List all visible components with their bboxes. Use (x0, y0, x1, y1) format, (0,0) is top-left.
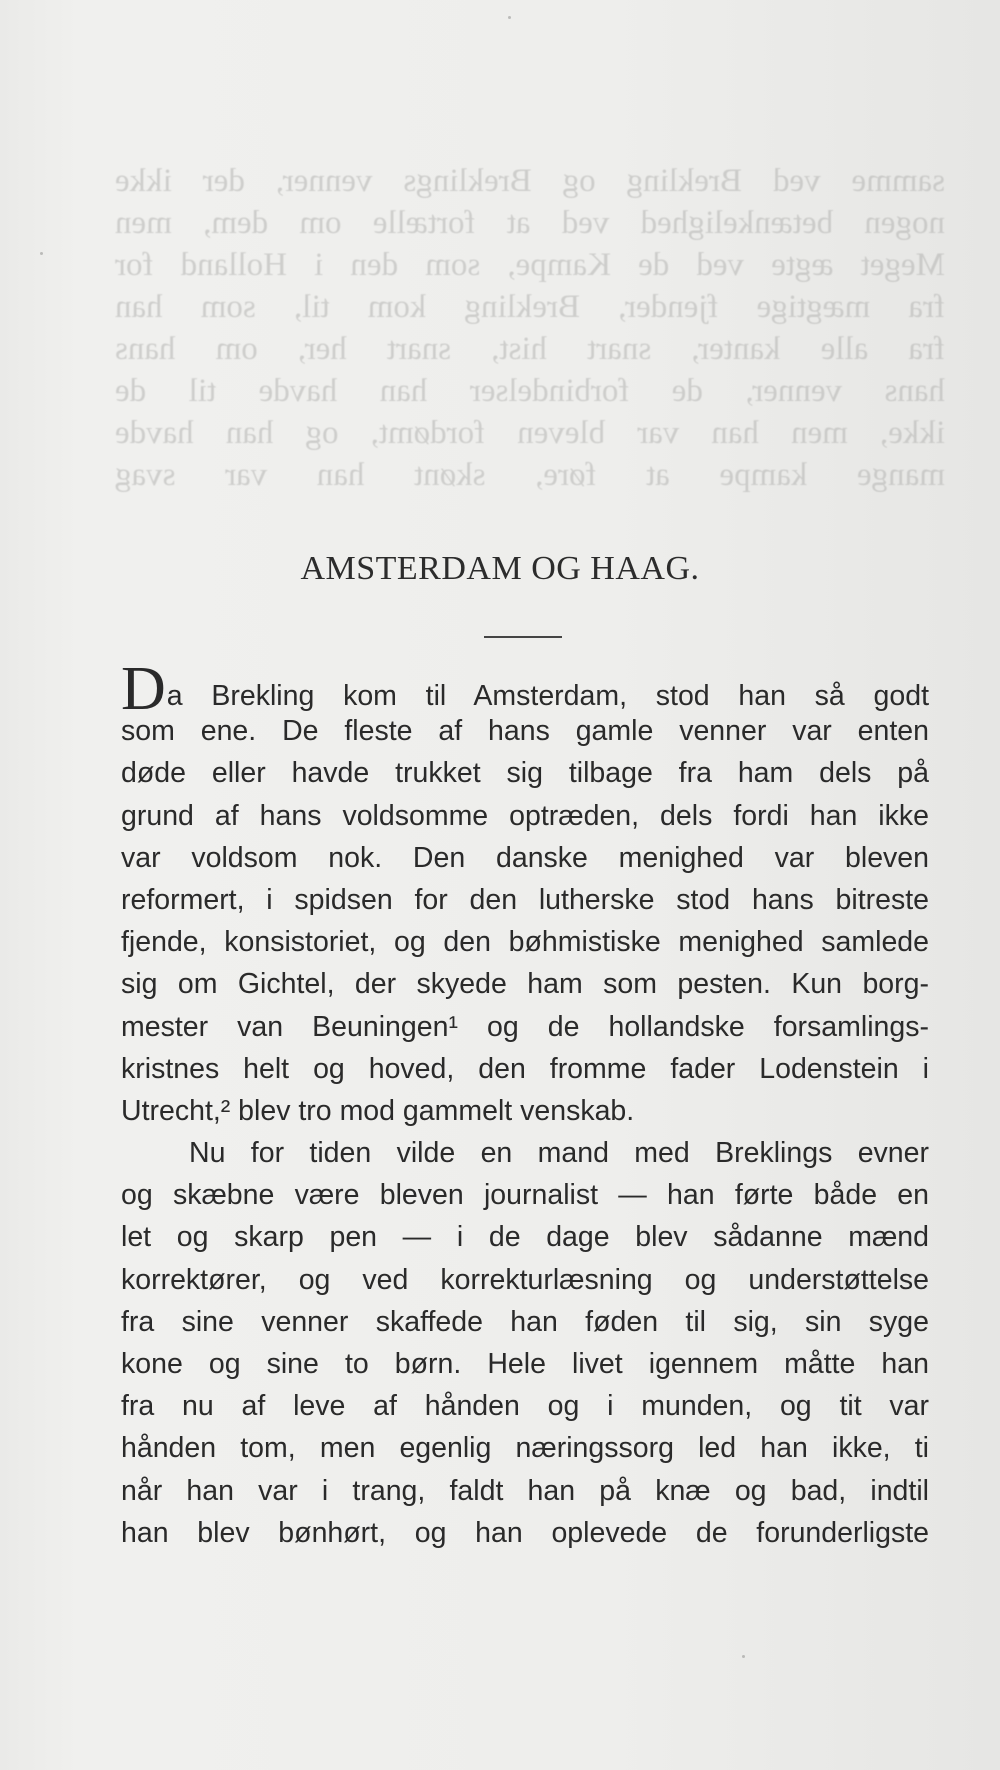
heading-rule (484, 636, 562, 638)
text-line: han blev bønhørt, og han oplevede de forunderligste (121, 1516, 929, 1549)
text-line: når han var i trang, faldt han på knæ og bad, indtil (121, 1474, 929, 1507)
text-line-content: a Brekling kom til Amsterdam, stod han så godt (166, 680, 929, 712)
text-line: sig om Gichtel, der skyede ham som pesten. Kun borg- (121, 968, 929, 1001)
bleed-line: mange kampe at føre, skønt han var svag (115, 457, 945, 493)
bleed-line: nogen betænkelighed ved at fortælle om dem, men (115, 205, 945, 241)
text-line: korrektører, og ved korrekturlæsning og understøttelse (121, 1263, 929, 1296)
text-line: og skæbne være bleven journalist — han førte både en (121, 1179, 929, 1212)
text-line: mester van Beuningen¹ og de hollandske forsamlings- (121, 1010, 929, 1043)
bleed-line: ikke, men han var bleven fordømt, og han havde (115, 415, 945, 451)
paper-speck (40, 252, 43, 255)
bleed-line: samme ved Brekling og Breklings venner, der ikke (115, 163, 945, 199)
drop-cap: D (121, 655, 166, 723)
text-line: hånden tom, men egenlig næringssorg led han ikke, ti (121, 1432, 929, 1465)
bleed-line: hans venner, de forbindelser han havde til de (115, 373, 945, 409)
bleed-line: fra alle kanter, snart hist, snart her, om hans (115, 331, 945, 367)
text-line: grund af hans voldsomme optræden, dels fordi han ikke (121, 799, 929, 832)
text-line: var voldsom nok. Den danske menighed var bleven (121, 841, 929, 874)
bleed-line: fra mægtige fjender, Brekling kom til, som han (115, 289, 945, 325)
text-line: reformert, i spidsen for den lutherske stod hans bitreste (121, 883, 929, 916)
paper-speck (508, 16, 511, 19)
bleed-through-text (115, 160, 945, 520)
body-text (121, 655, 929, 1554)
chapter-heading: AMSTERDAM OG HAAG. (300, 550, 700, 587)
text-line: fjende, konsistoriet, og den bøhmistiske menighed samlede (121, 926, 929, 959)
text-line: døde eller havde trukket sig tilbage fra ham dels på (121, 757, 929, 790)
text-line: fra sine venner skaffede han føden til sig, sin syge (121, 1305, 929, 1338)
text-line: fra nu af leve af hånden og i munden, og tit var (121, 1390, 929, 1423)
paper-speck (742, 1655, 745, 1658)
text-line: let og skarp pen — i de dage blev sådanne mænd (121, 1221, 929, 1254)
text-line: som ene. De fleste af hans gamle venner var enten (121, 715, 929, 748)
text-line: Nu for tiden vilde en mand med Breklings evner (189, 1137, 929, 1170)
text-line: kone og sine to børn. Hele livet igennem måtte han (121, 1348, 929, 1380)
text-line: kristnes helt og hoved, den fromme fader Lodenstein i (121, 1052, 929, 1085)
bleed-line: Meget ægte ved de Kampe, som den i Holland for (115, 247, 945, 283)
text-line: Utrecht,² blev tro mod gammelt venskab. (121, 1094, 635, 1127)
text-line (121, 655, 929, 723)
